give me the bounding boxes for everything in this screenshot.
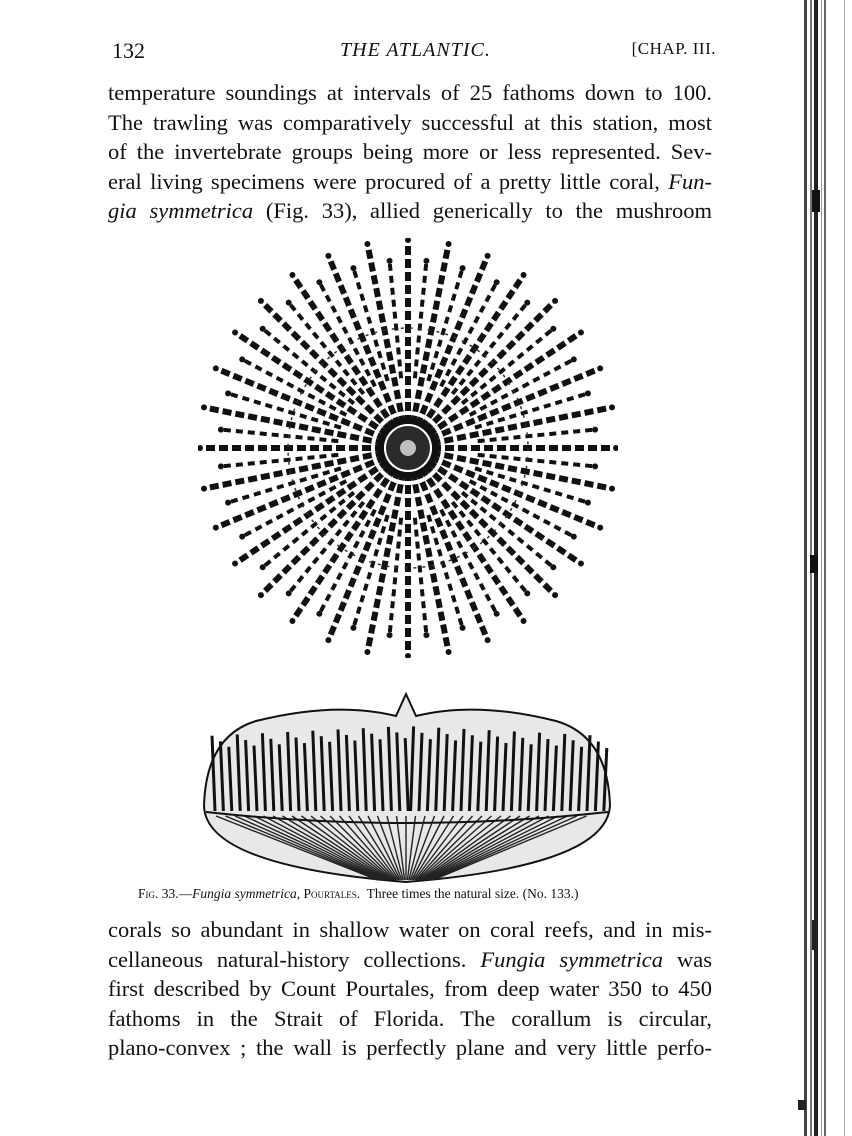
septum-tip: [521, 273, 526, 278]
text-run: was: [663, 946, 712, 972]
coral-side-view-illustration: [196, 686, 616, 886]
paragraph-bottom: [108, 915, 712, 1063]
text-line: The trawling was comparatively successful at this station, most: [108, 109, 712, 135]
septum-tip: [213, 366, 218, 371]
septum-tip: [610, 405, 615, 410]
septum-tip: [553, 593, 558, 598]
septum-tip: [240, 357, 245, 362]
text-line: temperature soundings at intervals of 25 fathoms down to 100.: [108, 80, 712, 105]
septum-tip: [585, 500, 590, 505]
septum-tip: [233, 330, 238, 335]
running-title: THE ATLANTIC.: [340, 39, 491, 61]
coral-septum: [462, 331, 551, 404]
septum-tip: [494, 611, 499, 616]
septum-tip: [593, 464, 598, 469]
septum-tip: [258, 593, 263, 598]
coral-septum: [390, 264, 401, 378]
text-run: eral living specimens were procured of a pretty little coral,: [108, 168, 669, 194]
coral-septum: [224, 430, 338, 441]
septum-tip: [260, 326, 265, 331]
text-run: (Fig. 33), allied generically to the mushroom: [253, 198, 712, 223]
septum-tip: [446, 650, 451, 655]
septum-tip: [551, 565, 556, 570]
septum-tip: [240, 534, 245, 539]
septum-tip: [593, 427, 598, 432]
septum-tip: [218, 464, 223, 469]
septum-tip: [614, 446, 619, 451]
septum-tip: [326, 253, 331, 258]
coral-septum: [452, 502, 525, 591]
septum-tip: [424, 633, 429, 638]
septum-tip: [226, 500, 231, 505]
septum-tip: [387, 633, 392, 638]
species-name: gia symmetrica: [108, 198, 254, 223]
septum-tip: [198, 446, 203, 451]
septum-tip: [351, 625, 356, 630]
septum-tip: [578, 330, 583, 335]
coral-septum: [265, 492, 354, 565]
coral-septum: [478, 430, 592, 441]
species-name: Fungia symmetrica: [480, 946, 664, 972]
septum-tip: [213, 525, 218, 530]
coral-septum: [478, 455, 592, 466]
septum-tip: [317, 280, 322, 285]
species-name: Fun-: [668, 168, 712, 194]
septum-tip: [260, 565, 265, 570]
septum-tip: [387, 258, 392, 263]
septum-tip: [610, 486, 615, 491]
septum-tip: [317, 611, 322, 616]
septum-tip: [286, 591, 291, 596]
paragraph-top: [108, 78, 712, 226]
septum-tip: [485, 253, 490, 258]
text-line: first described by Count Pourtales, from deep water 350 to 450: [108, 976, 712, 1001]
page-edge-shadow: [798, 0, 852, 1136]
text-line: corals so abundant in shallow water on coral reefs, and in mis-: [108, 917, 712, 942]
coral-side-profile: [204, 694, 610, 882]
septum-tip: [326, 638, 331, 643]
figure-author: Pourtales.: [303, 886, 361, 901]
coral-septum: [452, 305, 525, 394]
septum-tip: [446, 241, 451, 246]
figure-species: Fungia symmetrica,: [192, 886, 301, 901]
septum-tip: [226, 391, 231, 396]
septum-tip: [365, 650, 370, 655]
coral-septum: [415, 518, 426, 632]
septum-tip: [406, 238, 411, 243]
coral-septum: [291, 305, 364, 394]
septum-tip: [551, 326, 556, 331]
chapter-label: [CHAP. III.: [631, 39, 716, 58]
septum-tip: [286, 300, 291, 305]
septum-tip: [258, 298, 263, 303]
septum-tip: [290, 618, 295, 623]
septum-tip: [585, 391, 590, 396]
figure-caption-rest: Three times the natural size. (No. 133.): [366, 886, 579, 901]
septum-tip: [460, 625, 465, 630]
septum-tip: [571, 357, 576, 362]
septum-tip: [406, 654, 411, 659]
text-line: [108, 945, 712, 975]
septum-tip: [571, 534, 576, 539]
septum-tip: [494, 280, 499, 285]
coral-septum: [265, 331, 354, 404]
running-header: [112, 38, 716, 68]
septum-tip: [578, 561, 583, 566]
septum-tip: [598, 366, 603, 371]
septum-tip: [460, 266, 465, 271]
text-line: plano-convex ; the wall is perfectly plane and very little perfo-: [108, 1035, 712, 1060]
septum-tip: [521, 618, 526, 623]
coral-septum: [291, 502, 364, 591]
page-number: 132: [112, 38, 145, 63]
septum-tip: [290, 273, 295, 278]
septum-tip: [525, 591, 530, 596]
coral-septum: [415, 264, 426, 378]
septum-tip: [351, 266, 356, 271]
coral-septum: [224, 455, 338, 466]
figure-caption: [138, 886, 678, 902]
septum-tip: [553, 298, 558, 303]
text-line: fathoms in the Strait of Florida. The corallum is circular,: [108, 1005, 712, 1031]
text-line: of the invertebrate groups being more or less represented. Sev-: [108, 139, 712, 164]
text-run: cellaneous natural-history collections.: [108, 946, 481, 972]
coral-septum: [462, 492, 551, 565]
septum-tip: [233, 561, 238, 566]
coral-top-view-illustration: [198, 238, 618, 658]
septum-tip: [485, 638, 490, 643]
coral-septum: [390, 518, 401, 632]
text-line: [108, 196, 712, 226]
septum-tip: [218, 427, 223, 432]
septum-tip: [424, 258, 429, 263]
septum-tip: [598, 525, 603, 530]
septum-tip: [525, 300, 530, 305]
text-line: [108, 167, 712, 197]
septum-tip: [201, 405, 206, 410]
septum-tip: [201, 486, 206, 491]
septum-tip: [365, 241, 370, 246]
figure-label: Fig. 33.—: [138, 886, 193, 901]
